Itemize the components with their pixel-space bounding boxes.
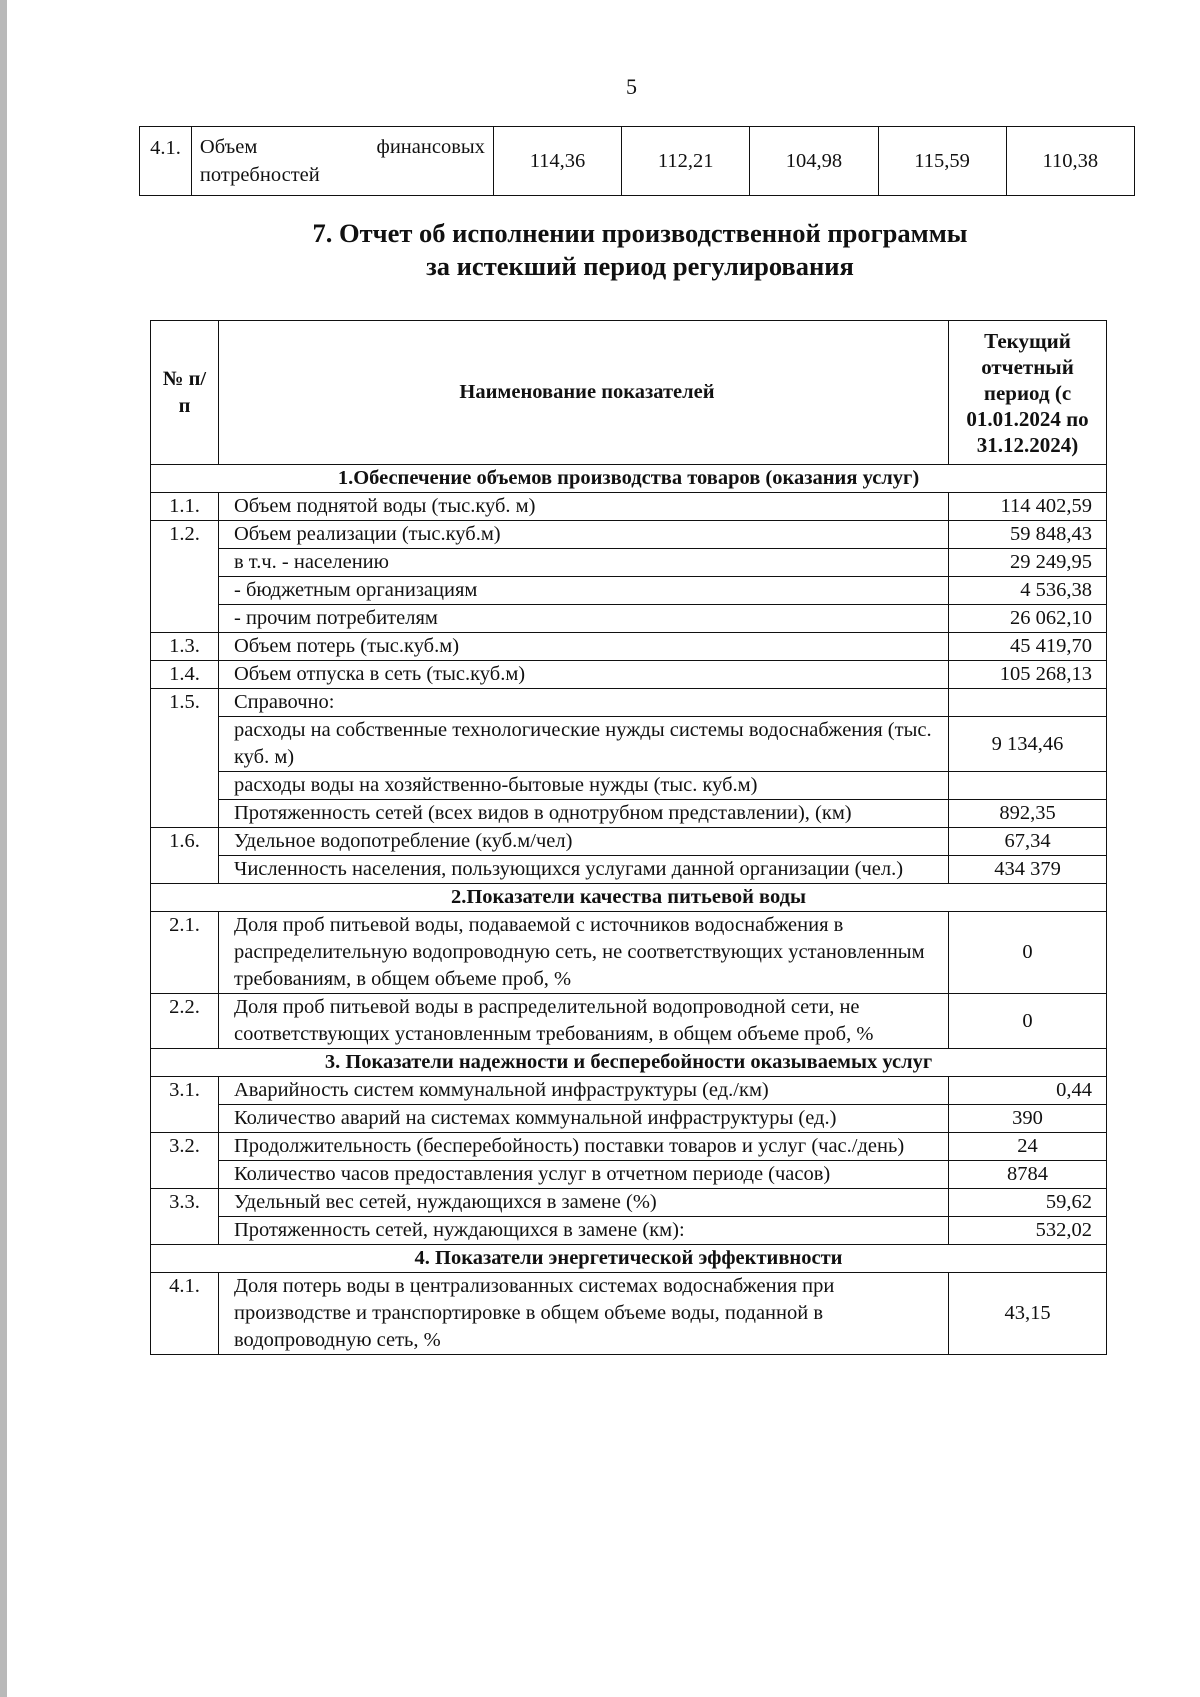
row-number [151, 549, 219, 577]
indicator-name: расходы на собственные технологические нужды системы водоснабжения (тыс. куб. м) [219, 717, 949, 772]
table-row [151, 521, 1107, 549]
header-name: Наименование показателей [219, 321, 949, 465]
row-number: 3.2. [151, 1133, 219, 1161]
row-number [151, 856, 219, 884]
table-row [151, 549, 1107, 577]
indicator-value: 9 134,46 [949, 717, 1107, 772]
table-row [151, 605, 1107, 633]
indicator-name: Количество часов предоставления услуг в отчетном периоде (часов) [219, 1161, 949, 1189]
table-row [151, 1161, 1107, 1189]
table-row [151, 1077, 1107, 1105]
indicator-name: Количество аварий на системах коммунальной инфраструктуры (ед.) [219, 1105, 949, 1133]
table-row [151, 856, 1107, 884]
indicator-value: 29 249,95 [949, 549, 1107, 577]
table-row [140, 127, 1135, 196]
indicator-value: 59 848,43 [949, 521, 1107, 549]
table-row [151, 1273, 1107, 1355]
row-number: 2.2. [151, 994, 219, 1049]
indicator-name: Протяженность сетей (всех видов в однотрубном представлении), (км) [219, 800, 949, 828]
indicator-name: Объем реализации (тыс.куб.м) [219, 521, 949, 549]
section-title [150, 217, 1130, 283]
table-row [151, 912, 1107, 994]
indicator-value: 0,44 [949, 1077, 1107, 1105]
section-row [151, 1245, 1107, 1273]
section-heading: 3. Показатели надежности и бесперебойности оказываемых услуг [151, 1049, 1107, 1077]
table-row [151, 1189, 1107, 1217]
indicator-name: Объем поднятой воды (тыс.куб. м) [219, 493, 949, 521]
section-heading: 2.Показатели качества питьевой воды [151, 884, 1107, 912]
indicator-name: Доля проб питьевой воды в распределительной водопроводной сети, не соответствующих установленным требованиям, в общем объеме проб, % [219, 994, 949, 1049]
indicator-name: Справочно: [219, 689, 949, 717]
row-number: 1.3. [151, 633, 219, 661]
indicator-name: - бюджетным организациям [219, 577, 949, 605]
header-number: № п/п [151, 321, 219, 465]
indicator-value: 390 [949, 1105, 1107, 1133]
indicator-name: Доля проб питьевой воды, подаваемой с источников водоснабжения в распределительную водопроводную сеть, не соответствующих установленным требованиям, в общем объеме проб, % [219, 912, 949, 994]
indicator-name: расходы воды на хозяйственно-бытовые нужды (тыс. куб.м) [219, 772, 949, 800]
table-row [151, 1217, 1107, 1245]
indicator-name: Аварийность систем коммунальной инфраструктуры (ед./км) [219, 1077, 949, 1105]
table-row [151, 994, 1107, 1049]
indicator-value: 4 536,38 [949, 577, 1107, 605]
section-title-line2: за истекший период регулирования [426, 251, 854, 281]
indicator-value: 105 268,13 [949, 661, 1107, 689]
row-number: 4.1. [140, 127, 192, 196]
row-number [151, 717, 219, 772]
indicator-value: 67,34 [949, 828, 1107, 856]
row-number: 1.5. [151, 689, 219, 717]
indicator-value: 0 [949, 912, 1107, 994]
indicator-value: 24 [949, 1133, 1107, 1161]
section-title-line1: 7. Отчет об исполнении производственной программы [312, 218, 968, 248]
indicator-value: 8784 [949, 1161, 1107, 1189]
row-number [151, 1217, 219, 1245]
table-row [151, 1133, 1107, 1161]
indicator-value: 434 379 [949, 856, 1107, 884]
table-row [151, 800, 1107, 828]
indicator-name: в т.ч. - населению [219, 549, 949, 577]
row-number: 1.4. [151, 661, 219, 689]
indicator-value [949, 772, 1107, 800]
row-number: 1.1. [151, 493, 219, 521]
table-row [151, 828, 1107, 856]
value-cell: 110,38 [1006, 127, 1134, 196]
table-row [151, 717, 1107, 772]
indicator-name: Продолжительность (бесперебойность) поставки товаров и услуг (час./день) [219, 1133, 949, 1161]
section-heading: 4. Показатели энергетической эффективности [151, 1245, 1107, 1273]
row-number [151, 577, 219, 605]
section-row [151, 884, 1107, 912]
section-row [151, 1049, 1107, 1077]
value-cell: 112,21 [622, 127, 750, 196]
table-row [151, 661, 1107, 689]
indicator-name: Объем отпуска в сеть (тыс.куб.м) [219, 661, 949, 689]
table-row [151, 689, 1107, 717]
row-number [151, 772, 219, 800]
indicator-name: - прочим потребителям [219, 605, 949, 633]
table-row [151, 493, 1107, 521]
indicator-value: 59,62 [949, 1189, 1107, 1217]
scan-edge [0, 0, 7, 1697]
indicator-value: 43,15 [949, 1273, 1107, 1355]
table-row [151, 577, 1107, 605]
row-number [151, 1105, 219, 1133]
row-number: 3.1. [151, 1077, 219, 1105]
page-number: 5 [626, 74, 637, 99]
value-cell: 115,59 [878, 127, 1006, 196]
indicator-name: Удельный вес сетей, нуждающихся в замене (%) [219, 1189, 949, 1217]
indicator-value [949, 689, 1107, 717]
indicator-value: 0 [949, 994, 1107, 1049]
row-number [151, 800, 219, 828]
section-heading: 1.Обеспечение объемов производства товаров (оказания услуг) [151, 465, 1107, 493]
row-number: 3.3. [151, 1189, 219, 1217]
indicator-value: 892,35 [949, 800, 1107, 828]
indicator-value: 45 419,70 [949, 633, 1107, 661]
indicator-name: Объем потерь (тыс.куб.м) [219, 633, 949, 661]
production-report-table [150, 320, 1107, 1355]
table-row [151, 1105, 1107, 1133]
value-cell: 104,98 [750, 127, 878, 196]
row-number [151, 1161, 219, 1189]
row-label: Объем финансовых потребностей [191, 127, 493, 196]
table-row [151, 772, 1107, 800]
indicator-value: 532,02 [949, 1217, 1107, 1245]
indicator-value: 26 062,10 [949, 605, 1107, 633]
value-cell: 114,36 [493, 127, 621, 196]
indicator-name: Доля потерь воды в централизованных системах водоснабжения при производстве и транспортировке в общем объеме воды, поданной в водопроводную сеть, % [219, 1273, 949, 1355]
row-number: 4.1. [151, 1273, 219, 1355]
section-row [151, 465, 1107, 493]
indicator-value: 114 402,59 [949, 493, 1107, 521]
row-number: 1.2. [151, 521, 219, 549]
row-number [151, 605, 219, 633]
indicator-name: Протяженность сетей, нуждающихся в замене (км): [219, 1217, 949, 1245]
header-period: Текущий отчетный период (с 01.01.2024 по 31.12.2024) [949, 321, 1107, 465]
indicator-name: Удельное водопотребление (куб.м/чел) [219, 828, 949, 856]
table-header [151, 321, 1107, 465]
row-number: 1.6. [151, 828, 219, 856]
table-row [151, 633, 1107, 661]
indicator-name: Численность населения, пользующихся услугами данной организации (чел.) [219, 856, 949, 884]
row-number: 2.1. [151, 912, 219, 994]
top-table [139, 126, 1135, 196]
